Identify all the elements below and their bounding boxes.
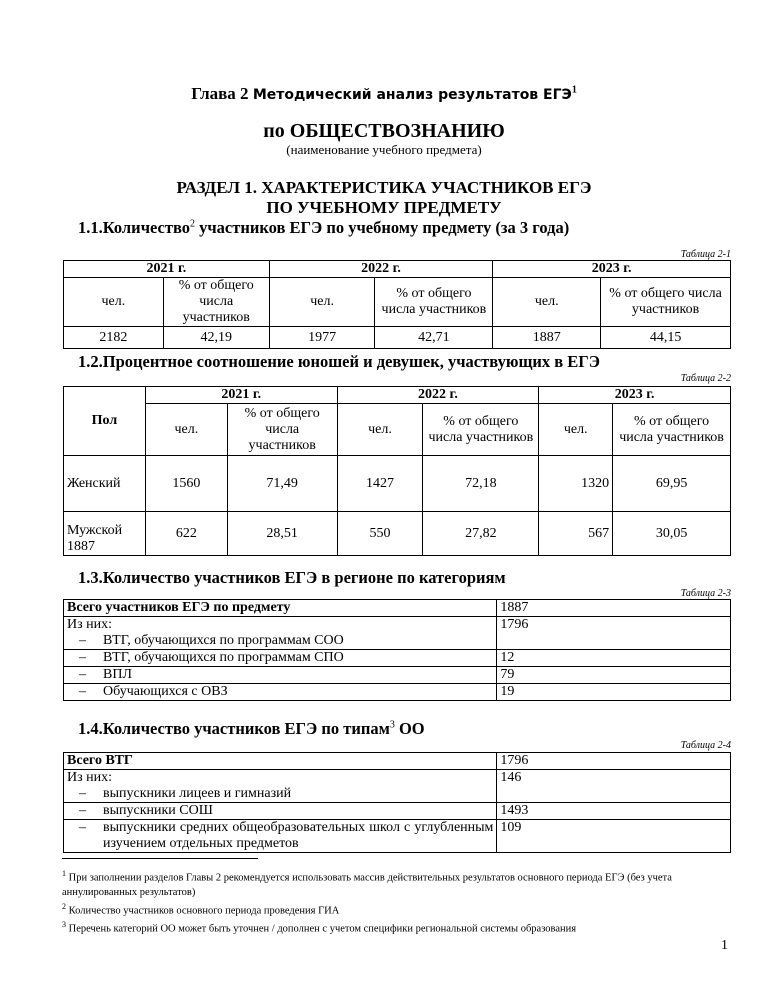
footnote-mark: 2: [62, 901, 66, 911]
list-item: [64, 650, 497, 667]
col-people: чел.: [337, 404, 423, 456]
footnote-2: [62, 900, 712, 919]
cell: 146: [497, 770, 731, 803]
row-label: [64, 512, 146, 556]
list-item-text: выпускники СОШ: [103, 803, 213, 818]
category-block: [64, 770, 497, 803]
cell: 28,51: [227, 512, 337, 556]
subject-name: по ОБЩЕСТВОЗНАНИЮ: [263, 120, 505, 142]
dash: –: [79, 684, 86, 699]
table-2-4-caption: Таблица 2-4: [680, 740, 731, 751]
cell: 19: [497, 684, 731, 701]
footnote-text: При заполнении разделов Главы 2 рекомендуется использовать массив действительных результатов основного периода ЕГЭ (без учета аннулированных результатов): [62, 872, 672, 898]
section-line-1: РАЗДЕЛ 1. ХАРАКТЕРИСТИКА УЧАСТНИКОВ ЕГЭ: [176, 178, 592, 197]
col-percent: % от общего числа участников: [375, 278, 493, 327]
heading-1-1-text: 1.1.Количество: [78, 218, 190, 237]
section-title: [0, 178, 768, 218]
cell: 2182: [64, 327, 164, 349]
list-item-text: ВТГ, обучающихся по программам СПО: [103, 650, 344, 665]
dash: –: [79, 803, 86, 818]
list-item: [67, 633, 493, 649]
year-2023: 2023 г.: [539, 387, 731, 404]
subject-note: (наименование учебного предмета): [286, 142, 482, 157]
section-line-2: ПО УЧЕБНОМУ ПРЕДМЕТУ: [266, 198, 502, 217]
cell: 1493: [497, 803, 731, 820]
cell: 30,05: [613, 512, 731, 556]
list-item: [67, 786, 493, 802]
col-percent: % от общего числа участников: [613, 404, 731, 456]
col-people: чел.: [493, 278, 601, 327]
total-label: Всего участников ЕГЭ по предмету: [64, 600, 497, 617]
cell: 567: [539, 512, 613, 556]
category-block: [64, 617, 497, 650]
table-2-2: [63, 386, 731, 556]
list-item: [64, 820, 497, 853]
list-item-text: Обучающихся с ОВЗ: [103, 684, 228, 699]
list-item-text: ВТГ, обучающихся по программам СОО: [103, 633, 344, 648]
chapter-prefix: Глава 2: [191, 84, 249, 103]
cell: 12: [497, 650, 731, 667]
gender-header: Пол: [64, 387, 146, 456]
table-2-3-caption: Таблица 2-3: [680, 588, 731, 599]
row-label: Женский: [64, 456, 146, 512]
cell: 42,19: [163, 327, 269, 349]
dash: –: [79, 786, 86, 801]
col-people: чел.: [64, 278, 164, 327]
page-number: 1: [721, 938, 728, 953]
table-row: [64, 512, 731, 556]
cell: 622: [145, 512, 227, 556]
col-people: чел.: [539, 404, 613, 456]
heading-1-4-text: 1.4.Количество участников ЕГЭ по типам: [78, 719, 390, 738]
col-percent: % от общего числа участников: [227, 404, 337, 456]
table-2-3: [63, 599, 731, 701]
cell: 69,95: [613, 456, 731, 512]
dash: –: [79, 667, 86, 682]
list-item: [64, 803, 497, 820]
total-value: 1796: [497, 753, 731, 770]
dash: –: [79, 633, 86, 648]
chapter-footnote-mark: 1: [571, 84, 577, 96]
cell: 550: [337, 512, 423, 556]
footnotes: [62, 867, 712, 937]
of-them-label: Из них:: [67, 617, 113, 632]
col-percent: % от общего числа участников: [423, 404, 539, 456]
chapter-name: Методический анализ результатов ЕГЭ: [252, 87, 572, 103]
footnote-mark-2: 2: [190, 218, 195, 230]
footnote-mark: 3: [62, 920, 66, 929]
cell: 72,18: [423, 456, 539, 512]
cell: 1427: [337, 456, 423, 512]
table-2-1: [63, 260, 731, 349]
cell: 1977: [269, 327, 375, 349]
list-item: [64, 684, 497, 701]
cell: 27,82: [423, 512, 539, 556]
chapter-title: [0, 84, 768, 104]
table-2-1-caption: Таблица 2-1: [680, 249, 731, 260]
footnote-3: [62, 918, 712, 937]
cell: 1796: [497, 617, 731, 650]
total-label: Всего ВТГ: [64, 753, 497, 770]
footnote-text: Перечень категорий ОО может быть уточнен / дополнен с учетом специфики региональной системы образования: [66, 923, 577, 935]
cell: 1320: [539, 456, 613, 512]
col-percent: % от общего числа участников: [163, 278, 269, 327]
heading-1-4-rest: ОО: [394, 719, 425, 738]
total-value: 1887: [497, 600, 731, 617]
cell: 71,49: [227, 456, 337, 512]
col-people: чел.: [145, 404, 227, 456]
footnote-text: Количество участников основного периода проведения ГИА: [66, 905, 340, 916]
list-item-text: ВПЛ: [103, 667, 132, 682]
cell: 42,71: [375, 327, 493, 349]
year-2022: 2022 г.: [269, 261, 493, 278]
list-item-text: выпускники средних общеобразовательных школ с углубленным изучением отдельных предметов: [103, 820, 494, 851]
cell: 1887: [493, 327, 601, 349]
heading-1-4: [78, 719, 425, 739]
footnote-1: [62, 867, 712, 900]
of-them-label: Из них:: [67, 770, 113, 785]
cell: 109: [497, 820, 731, 853]
footnote-mark-3: 3: [389, 719, 395, 731]
cell: 1560: [145, 456, 227, 512]
footnote-mark: 1: [62, 869, 66, 878]
table-2-4: [63, 752, 731, 853]
row-label-text: Мужской: [67, 523, 123, 538]
col-people: чел.: [269, 278, 375, 327]
year-2021: 2021 г.: [64, 261, 270, 278]
list-item-text: выпускники лицеев и гимназий: [103, 786, 292, 801]
dash: –: [79, 820, 86, 835]
col-percent: % от общего числа участников: [601, 278, 731, 327]
year-2021: 2021 г.: [145, 387, 337, 404]
year-2022: 2022 г.: [337, 387, 539, 404]
list-item: [64, 667, 497, 684]
footnote-separator: [62, 858, 258, 859]
table-row: [64, 456, 731, 512]
cell: 44,15: [601, 327, 731, 349]
heading-1-3: 1.3.Количество участников ЕГЭ в регионе по категориям: [78, 568, 506, 587]
row-label-sub: 1887: [67, 539, 95, 554]
heading-1-2: 1.2.Процентное соотношение юношей и девушек, участвующих в ЕГЭ: [78, 352, 600, 371]
cell: 79: [497, 667, 731, 684]
heading-1-1: [78, 218, 569, 238]
dash: –: [79, 650, 86, 665]
year-2023: 2023 г.: [493, 261, 731, 278]
table-2-2-caption: Таблица 2-2: [680, 373, 731, 384]
heading-1-1-rest: участников ЕГЭ по учебному предмету (за 3 года): [195, 218, 570, 237]
